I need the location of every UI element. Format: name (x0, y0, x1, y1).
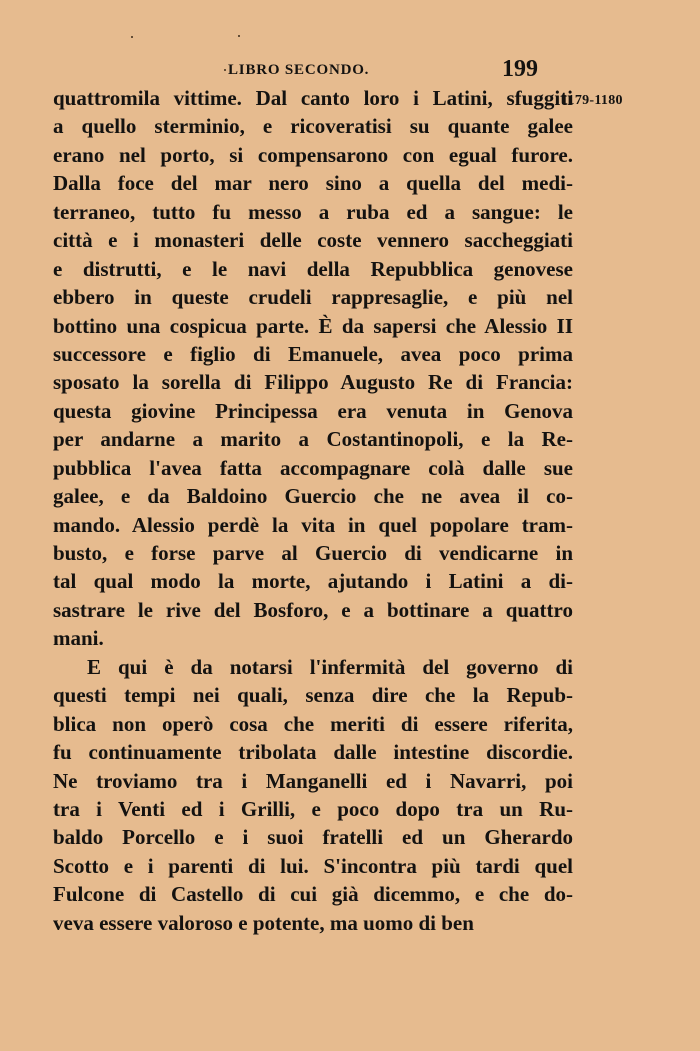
text-line: tal qual modo la morte, ajutando i Latini a di- (53, 569, 573, 594)
text-line: veva essere valoroso e potente, ma uomo di ben (53, 910, 474, 935)
text-line: successore e figlio di Emanuele, avea poco prima (53, 341, 573, 366)
text-line: città e i monasteri delle coste vennero saccheggiati (53, 228, 573, 253)
text-line: questi tempi nei quali, senza dire che la Repub- (53, 683, 573, 708)
text-line: bottino una cospicua parte. È da sapersi che Alessio II (53, 313, 573, 338)
text-line: erano nel porto, si compensarono con egual furore. (53, 142, 573, 167)
text-line: fu continuamente tribolata dalle intestine discordie. (53, 740, 573, 765)
text-line: E qui è da notarsi l'infermità del governo di (87, 654, 573, 679)
text-line: mani. (53, 626, 104, 651)
margin-date-note: 1179-1180 (561, 93, 623, 108)
paragraph (53, 653, 573, 937)
text-line: sposato la sorella di Filippo Augusto Re di Francia: (53, 370, 573, 395)
text-line: mando. Alessio perdè la vita in quel popolare tram- (53, 512, 573, 537)
text-line: tra i Venti ed i Grilli, e poco dopo tra un Ru- (53, 796, 573, 821)
text-line: a quello sterminio, e ricoveratisi su quante galee (53, 114, 573, 139)
text-line: per andarne a marito a Costantinopoli, e la Re- (53, 427, 573, 452)
page-number: 199 (502, 56, 538, 82)
text-line: ebbero in queste crudeli rappresaglie, e più nel (53, 285, 573, 310)
text-line: e distrutti, e le navi della Repubblica genovese (53, 256, 573, 281)
text-line: terraneo, tutto fu messo a ruba ed a sangue: le (53, 199, 573, 224)
text-line: baldo Porcello e i suoi fratelli ed un Gherardo (53, 825, 573, 850)
text-line: blica non operò cosa che meriti di essere riferita, (53, 711, 573, 736)
text-line: galee, e da Baldoino Guercio che ne avea il co- (53, 484, 573, 509)
running-head: LIBRO SECONDO. (228, 62, 370, 78)
text-line: Ne troviamo tra i Manganelli ed i Navarri, poi (53, 768, 573, 793)
text-line: Fulcone di Castello di cui già dicemmo, e che do- (53, 882, 573, 907)
body-text (53, 84, 573, 937)
text-line: quattromila vittime. Dal canto loro i Latini, sfuggiti (53, 86, 573, 110)
text-line: questa giovine Principessa era venuta in Genova (53, 398, 573, 423)
text-line: busto, e forse parve al Guercio di vendicarne in (53, 541, 573, 565)
paragraph (53, 84, 573, 653)
text-line: Scotto e i parenti di lui. S'incontra più tardi quel (53, 853, 573, 878)
text-line: Dalla foce del mar nero sino a quella del medi- (53, 171, 573, 196)
text-line: pubblica l'avea fatta accompagnare colà dalle sue (53, 455, 573, 480)
page-header (0, 56, 700, 86)
text-line: sastrare le rive del Bosforo, e a bottinare a quattro (53, 597, 573, 622)
